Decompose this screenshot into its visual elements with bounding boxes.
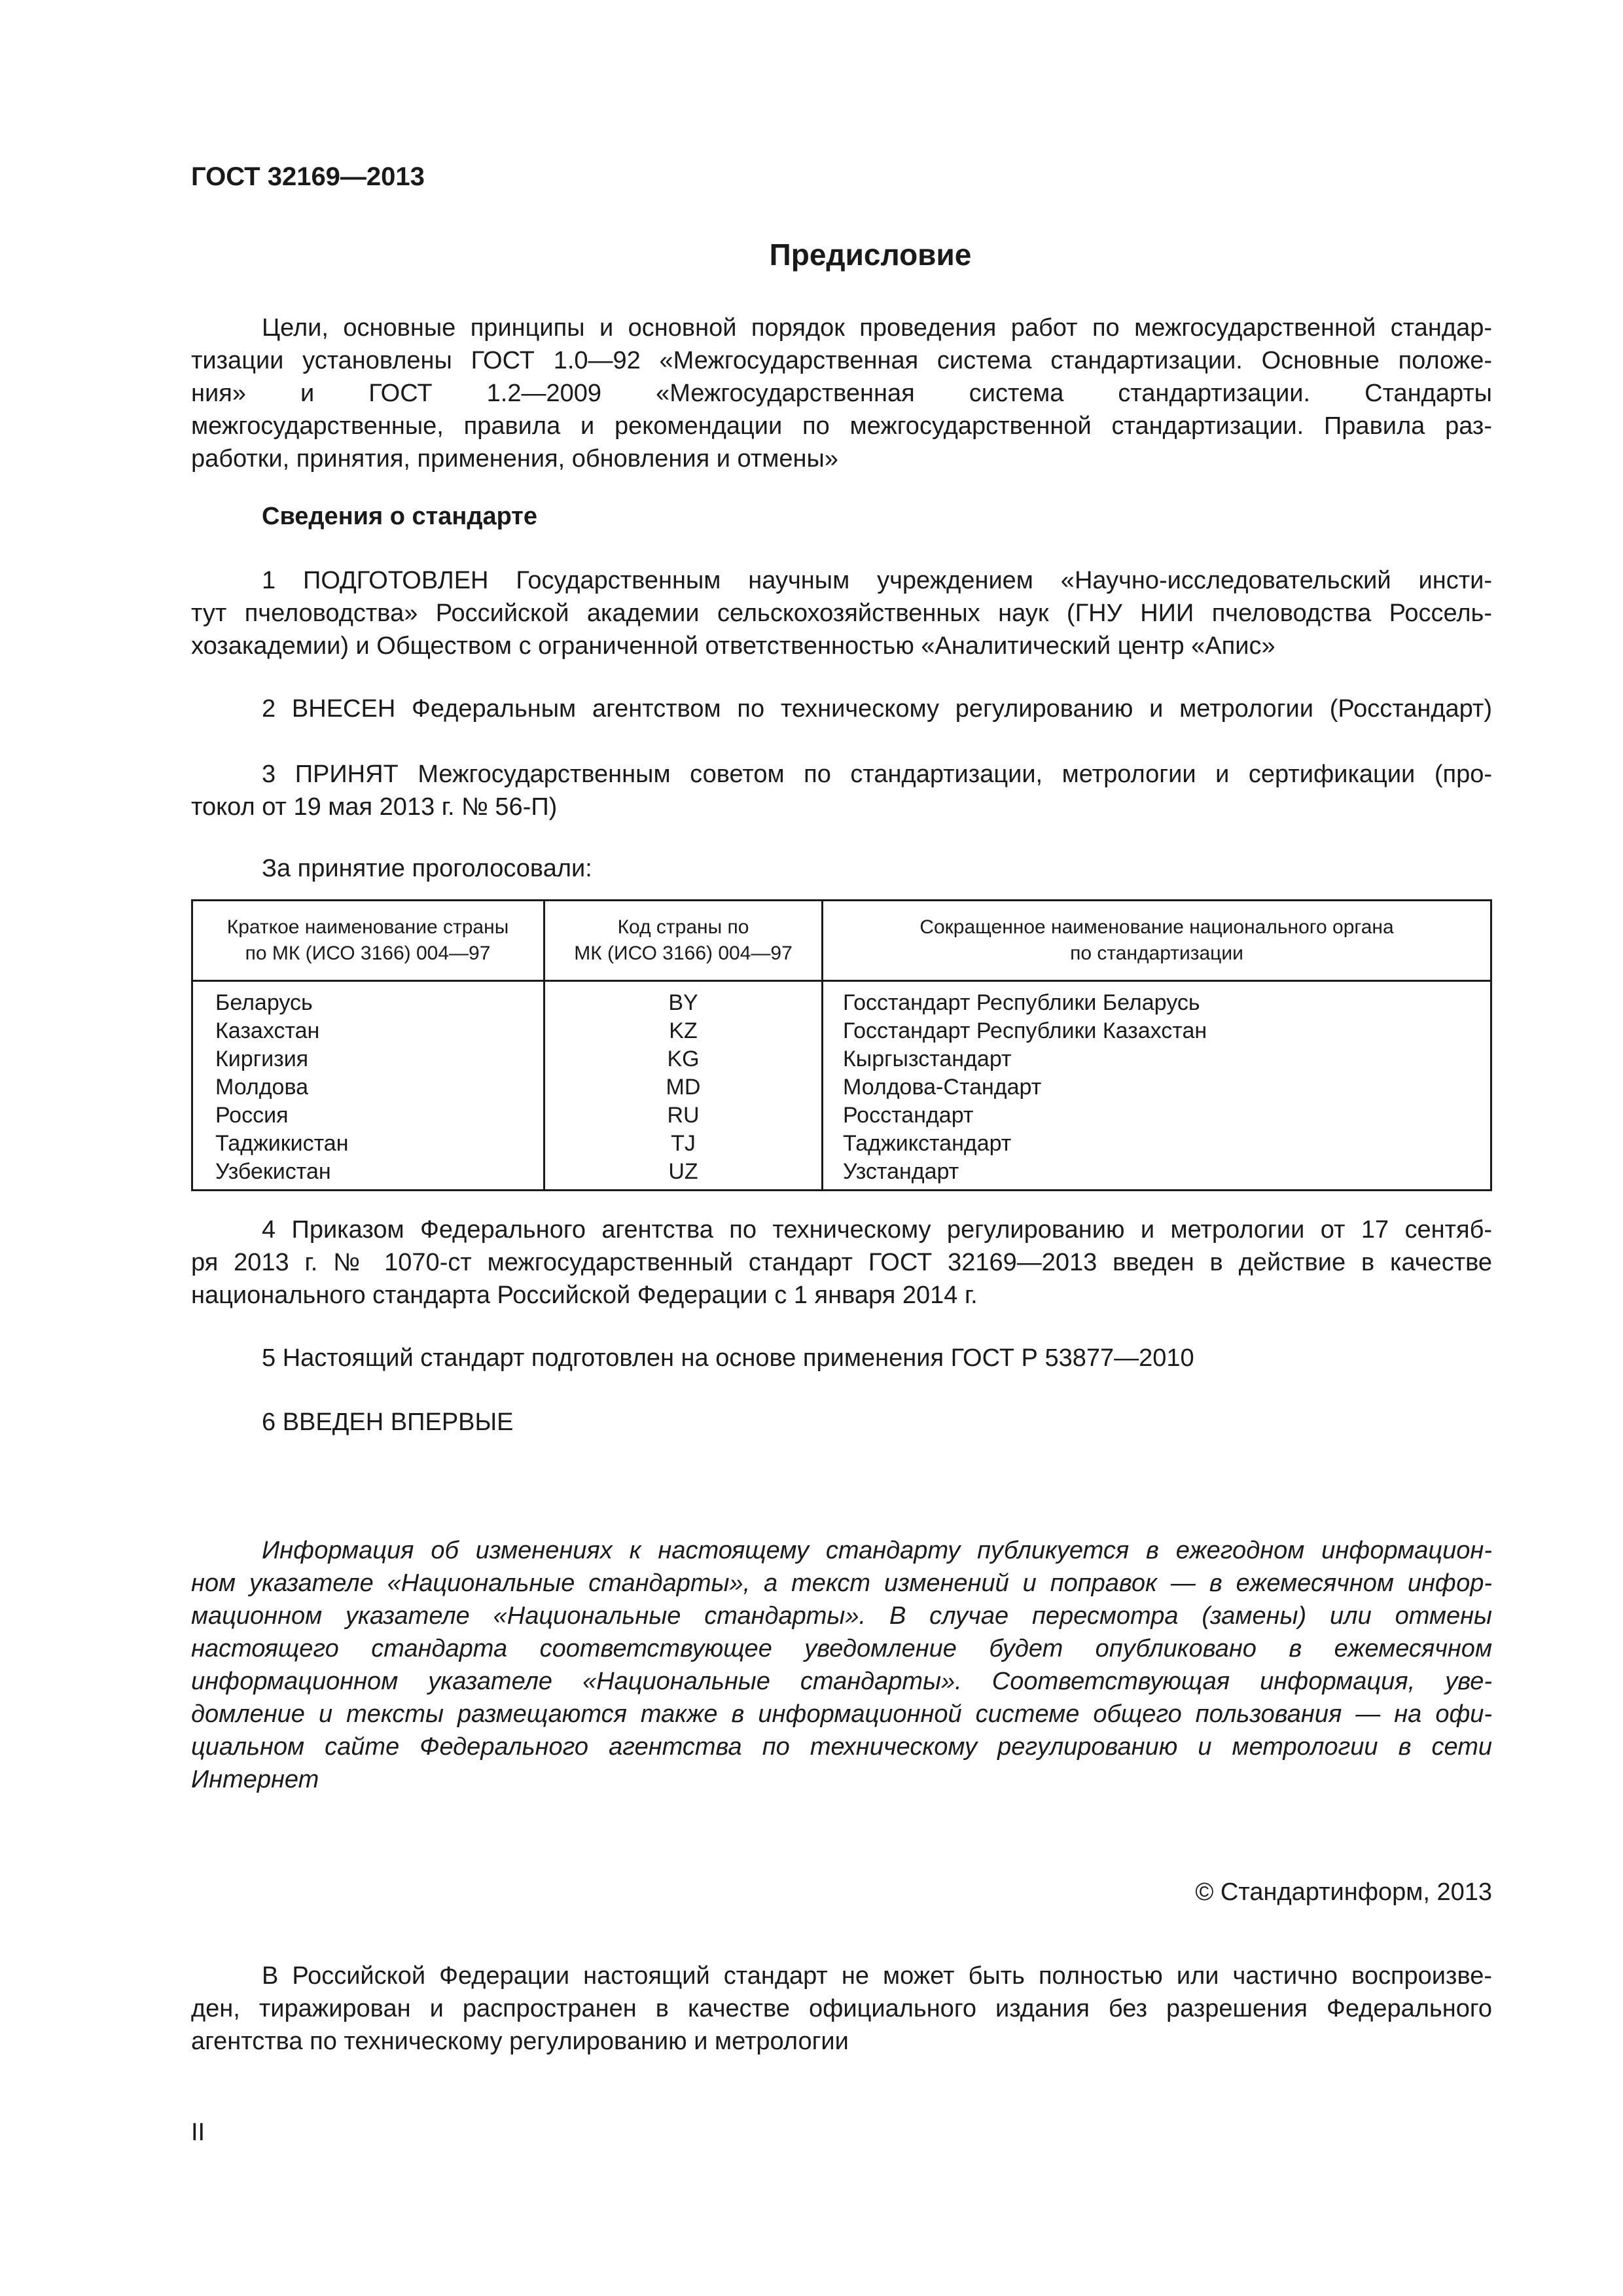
restriction-paragraph	[191, 1960, 1492, 2058]
item-3-paragraph	[191, 758, 1492, 823]
text-line: информационном указателе «Национальные стандарты». Соответствующая информация, уве-	[191, 1668, 1492, 1695]
table-row	[192, 1130, 1491, 1158]
text-line: 5 Настоящий стандарт подготовлен на основе применения ГОСТ Р 53877—2010	[262, 1344, 1194, 1372]
text-line: 6 ВВЕДЕН ВПЕРВЫЕ	[262, 1408, 514, 1436]
header-line: МК (ИСО 3166) 004—97	[574, 942, 793, 964]
cell-code: RU	[544, 1102, 823, 1130]
cell-body: Узстандарт	[823, 1158, 1491, 1191]
text-line: мационном указателе «Национальные стандарты». В случае пересмотра (замены) или отмены	[191, 1602, 1492, 1630]
item-2-paragraph	[191, 692, 1492, 725]
cell-body: Кыргызстандарт	[823, 1045, 1491, 1073]
text-line: тизации установлены ГОСТ 1.0—92 «Межгосударственная система стандартизации. Основные положе-	[191, 347, 1492, 374]
voting-countries-table	[191, 899, 1492, 1191]
text-line: 3 ПРИНЯТ Межгосударственным советом по стандартизации, метрологии и сертификации (про-	[262, 761, 1492, 788]
item-5-paragraph	[191, 1342, 1492, 1374]
item-6-paragraph	[191, 1406, 1492, 1439]
header-line: по стандартизации	[1070, 942, 1243, 964]
text-line: ния» и ГОСТ 1.2—2009 «Межгосударственная система стандартизации. Стандарты	[191, 380, 1492, 407]
cell-country: Россия	[192, 1102, 544, 1130]
text-line: тут пчеловодства» Российской академии сельскохозяйственных наук (ГНУ НИИ пчеловодства Россель-	[191, 600, 1492, 627]
text-line: настоящего стандарта соответствующее уведомление будет опубликовано в ежемесячном	[191, 1635, 1492, 1662]
cell-code: KG	[544, 1045, 823, 1073]
table-header-row	[192, 901, 1491, 981]
cell-body: Росстандарт	[823, 1102, 1491, 1130]
header-line: Сокращенное наименование национального органа	[919, 916, 1394, 938]
column-header-body	[823, 901, 1491, 981]
cell-body: Таджикстандарт	[823, 1130, 1491, 1158]
column-header-country	[192, 901, 544, 981]
intro-paragraph	[191, 312, 1492, 475]
text-line: работки, принятия, применения, обновления и отмены»	[191, 445, 838, 473]
section-title: Предисловие	[769, 238, 972, 272]
table-row	[192, 1102, 1491, 1130]
table-row	[192, 1158, 1491, 1191]
text-line: ном указателе «Национальные стандарты», а текст изменений и поправок — в ежемесячном инфор-	[191, 1570, 1492, 1597]
vote-intro	[191, 852, 1492, 885]
header-line: по МК (ИСО 3166) 004—97	[245, 942, 491, 964]
text-line: Информация об изменениях к настоящему стандарту публикуется в ежегодном информацион-	[262, 1537, 1492, 1564]
cell-body: Госстандарт Республики Казахстан	[823, 1017, 1491, 1045]
text-line: хозакадемии) и Обществом с ограниченной ответственностью «Аналитический центр «Апис»	[191, 632, 1275, 660]
cell-country: Таджикистан	[192, 1130, 544, 1158]
text-line: домление и тексты размещаются также в информационной системе общего пользования — на офи-	[191, 1700, 1492, 1728]
header-line: Код страны по	[617, 916, 749, 938]
cell-code: BY	[544, 981, 823, 1018]
table-row	[192, 1045, 1491, 1073]
table-row	[192, 981, 1491, 1018]
text-line: Цели, основные принципы и основной порядок проведения работ по межгосударственной стандар-	[262, 314, 1492, 342]
cell-country: Киргизия	[192, 1045, 544, 1073]
table-row	[192, 1017, 1491, 1045]
header-line: Краткое наименование страны	[226, 916, 509, 938]
cell-code: KZ	[544, 1017, 823, 1045]
text-line: ден, тиражирован и распространен в качестве официального издания без разрешения Федерального	[191, 1995, 1492, 2022]
document-id: ГОСТ 32169—2013	[191, 162, 425, 191]
cell-country: Молдова	[192, 1073, 544, 1102]
cell-code: MD	[544, 1073, 823, 1102]
text-line: 4 Приказом Федерального агентства по техническому регулированию и метрологии от 17 сентяб-	[262, 1216, 1492, 1244]
text-line: агентства по техническому регулированию и метрологии	[191, 2028, 849, 2055]
text-line: В Российской Федерации настоящий стандарт не может быть полностью или частично воспроизве-	[262, 1962, 1492, 1990]
change-notice-paragraph	[191, 1534, 1492, 1796]
text-line: 2 ВНЕСЕН Федеральным агентством по техническому регулированию и метрологии (Росстандарт)	[262, 695, 1492, 723]
item-4-paragraph	[191, 1213, 1492, 1312]
cell-country: Узбекистан	[192, 1158, 544, 1191]
text-line: 1 ПОДГОТОВЛЕН Государственным научным учреждением «Научно-исследовательский инсти-	[262, 567, 1492, 594]
text-line: национального стандарта Российской Федерации с 1 января 2014 г.	[191, 1282, 978, 1309]
subheading: Сведения о стандарте	[262, 503, 538, 530]
item-1-paragraph	[191, 564, 1492, 662]
table-row	[192, 1073, 1491, 1102]
cell-country: Беларусь	[192, 981, 544, 1018]
cell-body: Молдова-Стандарт	[823, 1073, 1491, 1102]
cell-country: Казахстан	[192, 1017, 544, 1045]
column-header-code	[544, 901, 823, 981]
page-number: II	[191, 2119, 205, 2146]
text-line: Интернет	[191, 1766, 319, 1793]
text-line: ря 2013 г. № 1070-ст межгосударственный стандарт ГОСТ 32169—2013 введен в действие в качестве	[191, 1249, 1492, 1276]
cell-code: TJ	[544, 1130, 823, 1158]
text-line: токол от 19 мая 2013 г. № 56-П)	[191, 793, 558, 821]
copyright-notice: © Стандартинформ, 2013	[1195, 1878, 1492, 1906]
cell-code: UZ	[544, 1158, 823, 1191]
cell-body: Госстандарт Республики Беларусь	[823, 981, 1491, 1018]
text-line: циальном сайте Федерального агентства по техническому регулированию и метрологии в сети	[191, 1733, 1492, 1761]
text-line: За принятие проголосовали:	[262, 855, 592, 882]
text-line: межгосударственные, правила и рекомендации по межгосударственной стандартизации. Правила раз-	[191, 412, 1492, 440]
